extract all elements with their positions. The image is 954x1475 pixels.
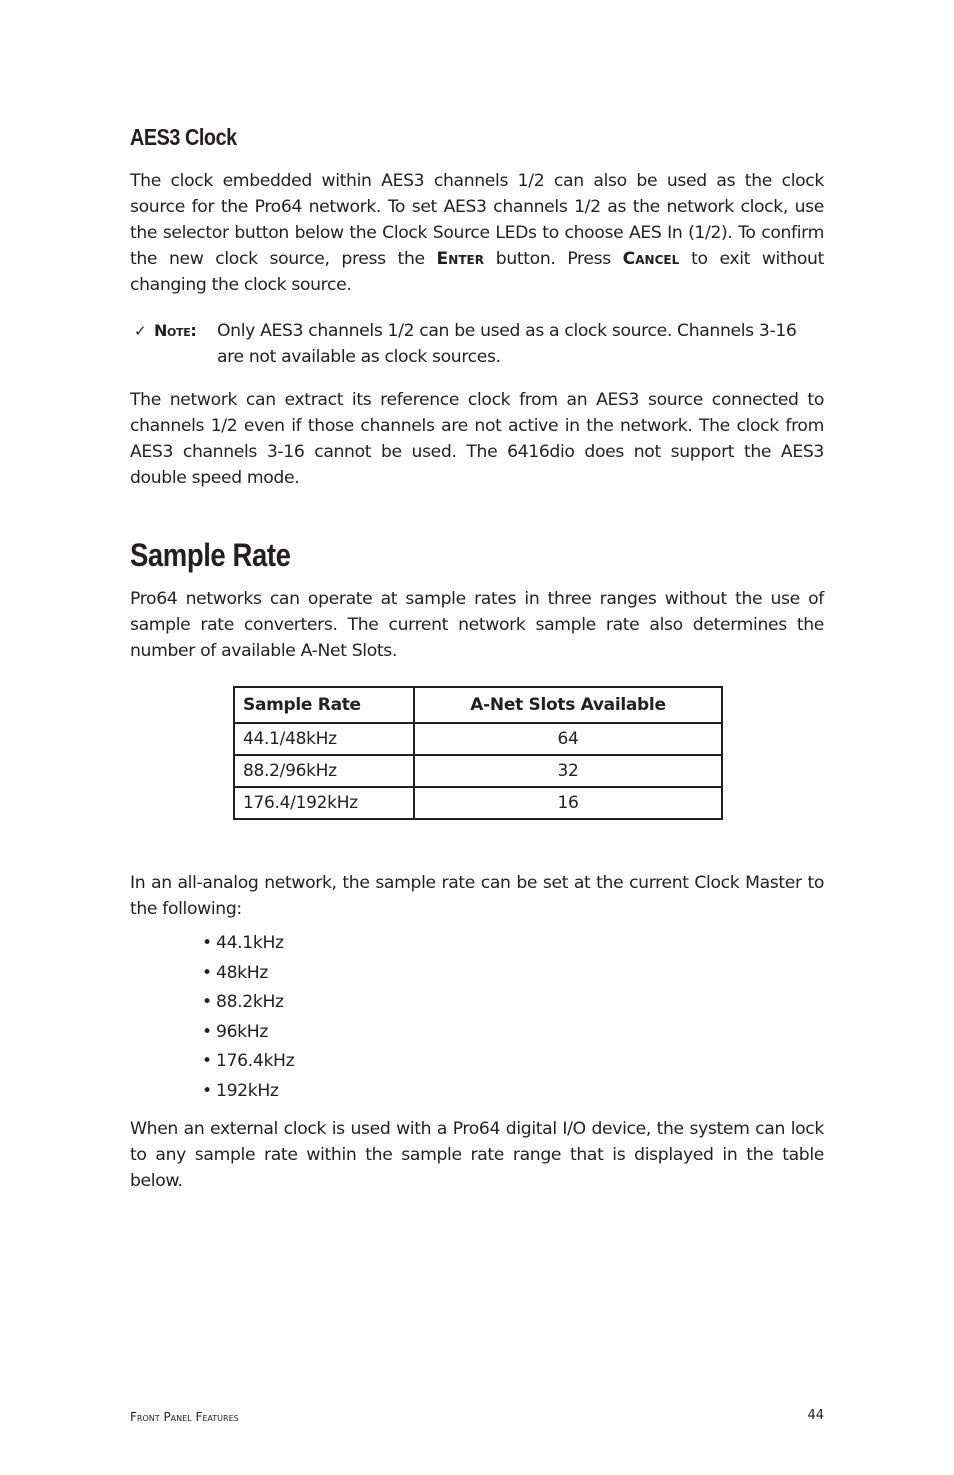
note-text: Only AES3 channels 1/2 can be used as a clock source. Channels 3-16 are not available as clock sources. bbox=[217, 321, 797, 367]
list-item: • 96kHz bbox=[202, 1021, 269, 1042]
external-clock-paragraph: When an external clock is used with a Pro64 digital I/O device, the system can lock to any sample rate within the sample rate range that is displayed in the table below. bbox=[130, 1119, 824, 1191]
table-header-row bbox=[234, 687, 722, 723]
enter-button-label: Enter bbox=[436, 249, 484, 269]
list-item: • 48kHz bbox=[202, 962, 269, 983]
page-number: 44 bbox=[807, 1408, 824, 1423]
table-cell-slots: 16 bbox=[414, 787, 722, 819]
table-row bbox=[234, 755, 722, 787]
table-cell-slots: 64 bbox=[414, 723, 722, 755]
table-row bbox=[234, 787, 722, 819]
aes3-para-text-3: to exit without changing the clock source. bbox=[130, 249, 824, 295]
checkmark-icon: ✓ bbox=[134, 322, 147, 340]
list-item-text: 88.2kHz bbox=[216, 992, 284, 1013]
list-item: • 44.1kHz bbox=[202, 933, 284, 953]
aes3-clock-paragraph bbox=[130, 168, 824, 298]
list-item: • 88.2kHz bbox=[202, 992, 284, 1013]
list-item-text: 44.1kHz bbox=[216, 933, 284, 953]
analog-network-paragraph: In an all-analog network, the sample rate can be set at the current Clock Master to the following: bbox=[130, 873, 824, 919]
list-item: • 176.4kHz bbox=[202, 1051, 295, 1072]
table-cell-rate: 44.1/48kHz bbox=[234, 723, 414, 755]
list-item-text: 48kHz bbox=[216, 962, 269, 983]
aes3-para-text-2: button. Press bbox=[483, 249, 623, 269]
table-header-sample-rate: Sample Rate bbox=[234, 687, 414, 723]
list-item-text: 96kHz bbox=[216, 1021, 269, 1042]
table-header-anet-slots: A-Net Slots Available bbox=[414, 687, 722, 723]
sample-rate-list bbox=[202, 929, 294, 1107]
sample-rate-heading: Sample Rate bbox=[130, 537, 291, 573]
note-label: Note: bbox=[154, 321, 197, 340]
sample-rate-intro-paragraph: Pro64 networks can operate at sample rates in three ranges without the use of sample rate converters. The current network sample rate also determines the number of available A-Net Slots. bbox=[130, 589, 824, 661]
list-item: • 192kHz bbox=[202, 1080, 279, 1101]
footer-section-title: Front Panel Features bbox=[130, 1410, 239, 1424]
cancel-button-label: Cancel bbox=[622, 249, 680, 269]
aes3-clock-heading: AES3 Clock bbox=[130, 124, 237, 150]
aes3-para-text-1: The clock embedded within AES3 channels 1/2 can also be used as the clock source for the Pro64 network. To set AES3 channels 1/2 as the network clock, use the selector button below the Clock Source LEDs to choose AES In (1/2). To confirm the new clock source, press the bbox=[130, 171, 824, 269]
list-item-text: 192kHz bbox=[216, 1080, 279, 1101]
table-cell-rate: 88.2/96kHz bbox=[234, 755, 414, 787]
aes3-reference-paragraph: The network can extract its reference clock from an AES3 source connected to channels 1/2 even if those channels are not active in the network. The clock from AES3 channels 3-16 cannot be used. The 6416dio does not support the AES3 double speed mode. bbox=[130, 390, 824, 488]
table-row bbox=[234, 723, 722, 755]
table-cell-rate: 176.4/192kHz bbox=[234, 787, 414, 819]
sample-rate-table bbox=[233, 686, 723, 820]
table-cell-slots: 32 bbox=[414, 755, 722, 787]
list-item-text: 176.4kHz bbox=[216, 1051, 295, 1072]
